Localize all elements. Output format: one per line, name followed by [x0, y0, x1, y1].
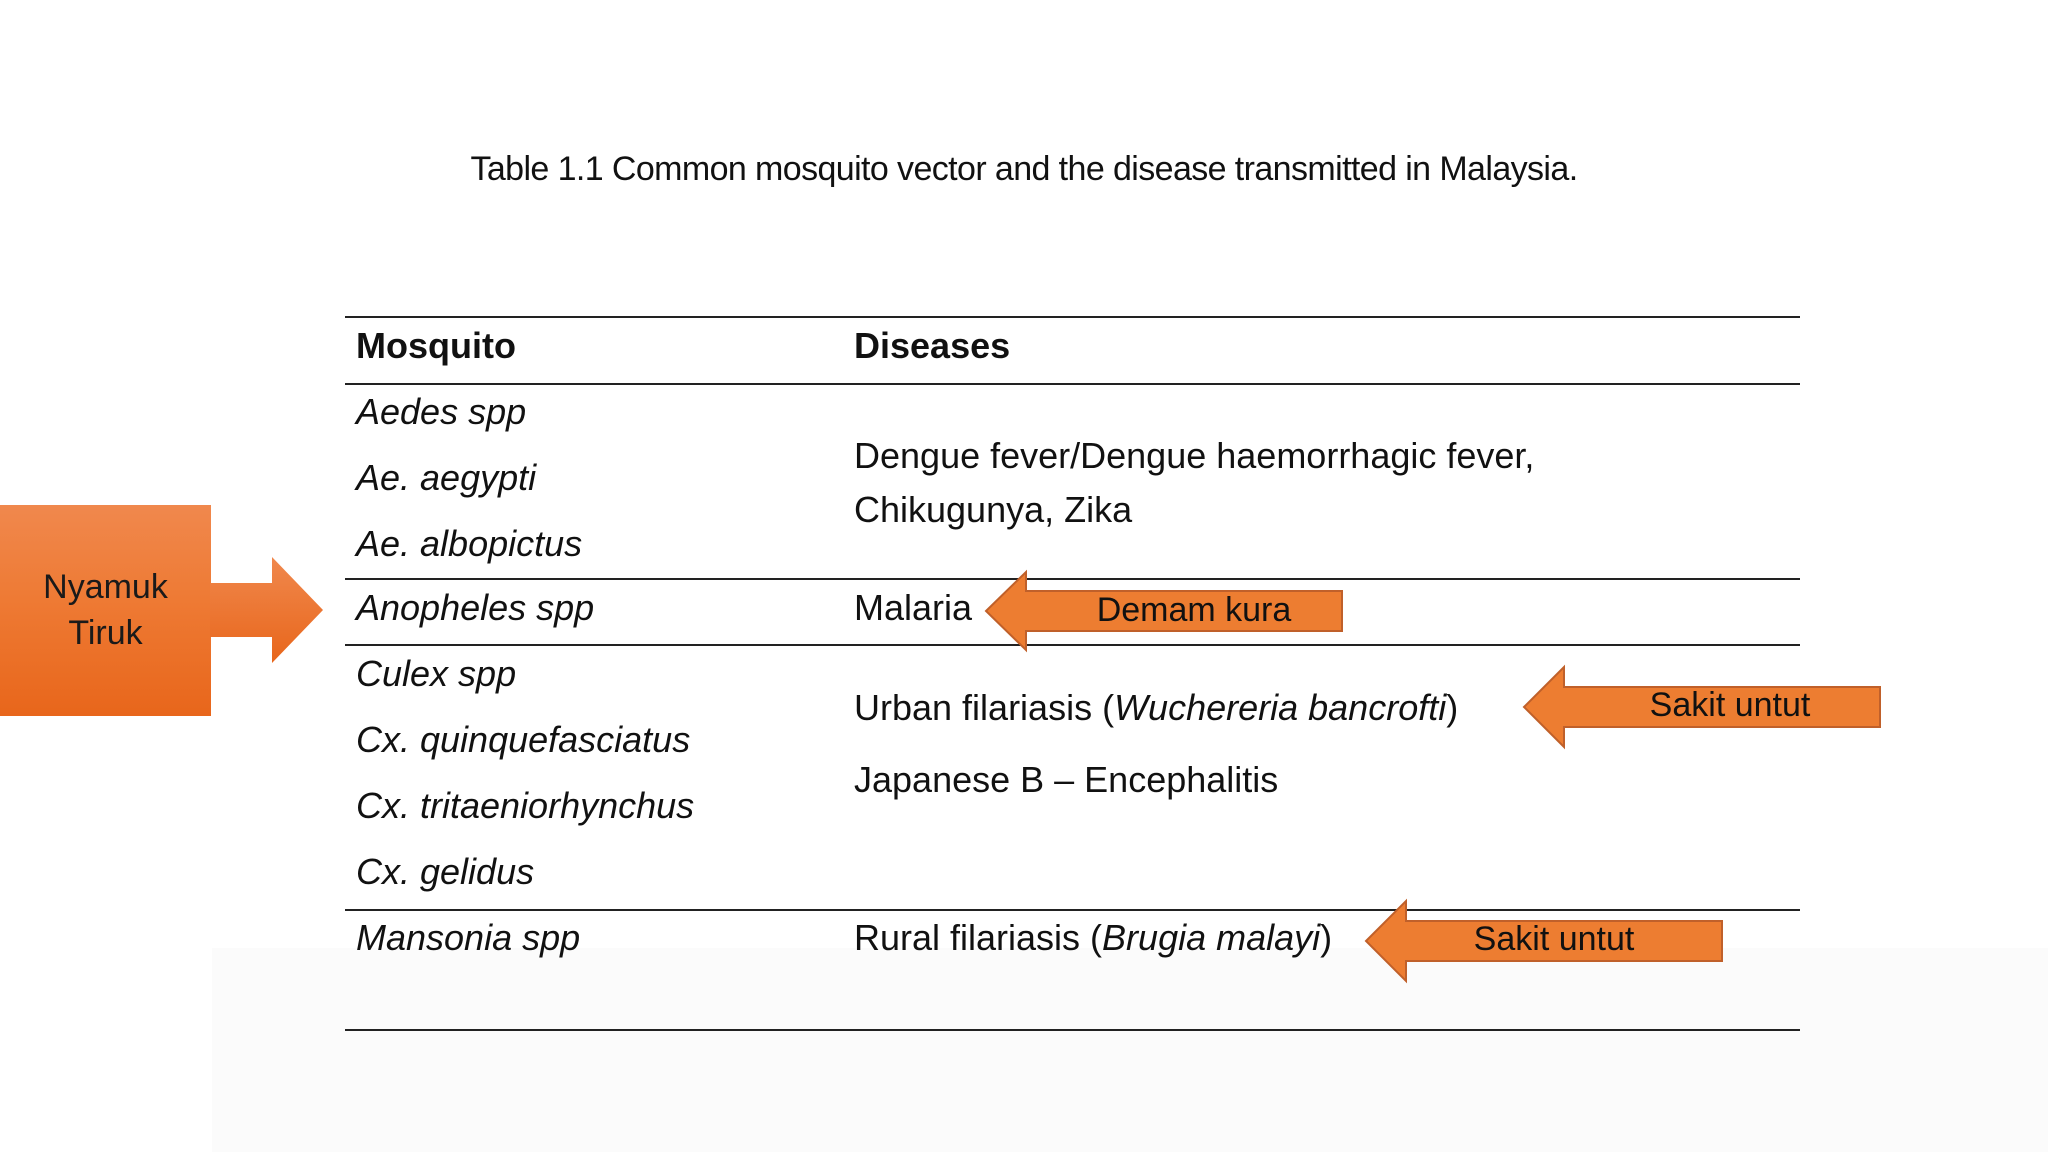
mosquito-anopheles-spp: Anopheles spp	[356, 587, 595, 628]
callout-label-malaria: Demam kura	[1096, 591, 1292, 629]
header-rule	[345, 383, 1800, 385]
disease-malaria: Malaria	[854, 587, 973, 628]
callout-label-rural-filariasis: Sakit untut	[1473, 920, 1635, 958]
mosquito-aedes-spp: Aedes spp	[356, 391, 527, 432]
disease-chikungunya-zika: Chikugunya, Zika	[854, 489, 1133, 530]
slide-background-shade	[212, 948, 2048, 1152]
mosquito-cx-quinquefasciatus: Cx. quinquefasciatus	[356, 719, 691, 760]
column-header-diseases: Diseases	[854, 325, 1011, 366]
urban-filariasis-prefix: Urban filariasis (	[854, 687, 1115, 728]
side-label-line1: Nyamuk	[43, 568, 168, 606]
urban-filariasis-suffix: )	[1446, 687, 1459, 728]
disease-rural-filariasis	[854, 916, 1332, 960]
table-bottom-rule	[345, 1029, 1800, 1031]
column-header-mosquito: Mosquito	[356, 325, 516, 366]
urban-filariasis-pathogen: Wuchereria bancrofti	[1114, 687, 1447, 728]
side-label-line2: Tiruk	[68, 614, 143, 652]
mosquito-cx-gelidus: Cx. gelidus	[356, 851, 535, 892]
disease-urban-filariasis	[854, 686, 1458, 730]
mosquito-ae-aegypti: Ae. aegypti	[356, 457, 537, 498]
disease-dengue: Dengue fever/Dengue haemorrhagic fever,	[854, 435, 1535, 476]
rural-filariasis-pathogen: Brugia malayi	[1102, 917, 1321, 958]
table-top-rule	[345, 316, 1800, 318]
side-label-text	[0, 564, 211, 656]
mosquito-mansonia-spp: Mansonia spp	[356, 917, 581, 958]
side-arrow-right-icon	[210, 557, 325, 664]
callout-label-urban-filariasis: Sakit untut	[1649, 686, 1811, 724]
rural-filariasis-suffix: )	[1320, 917, 1333, 958]
mosquito-culex-spp: Culex spp	[356, 653, 517, 694]
mosquito-cx-tritaeniorhynchus: Cx. tritaeniorhynchus	[356, 785, 695, 826]
disease-japanese-b-encephalitis: Japanese B – Encephalitis	[854, 759, 1279, 800]
table-caption: Table 1.1 Common mosquito vector and the disease transmitted in Malaysia.	[470, 150, 1578, 188]
rural-filariasis-prefix: Rural filariasis (	[854, 917, 1103, 958]
mosquito-ae-albopictus: Ae. albopictus	[356, 523, 583, 564]
